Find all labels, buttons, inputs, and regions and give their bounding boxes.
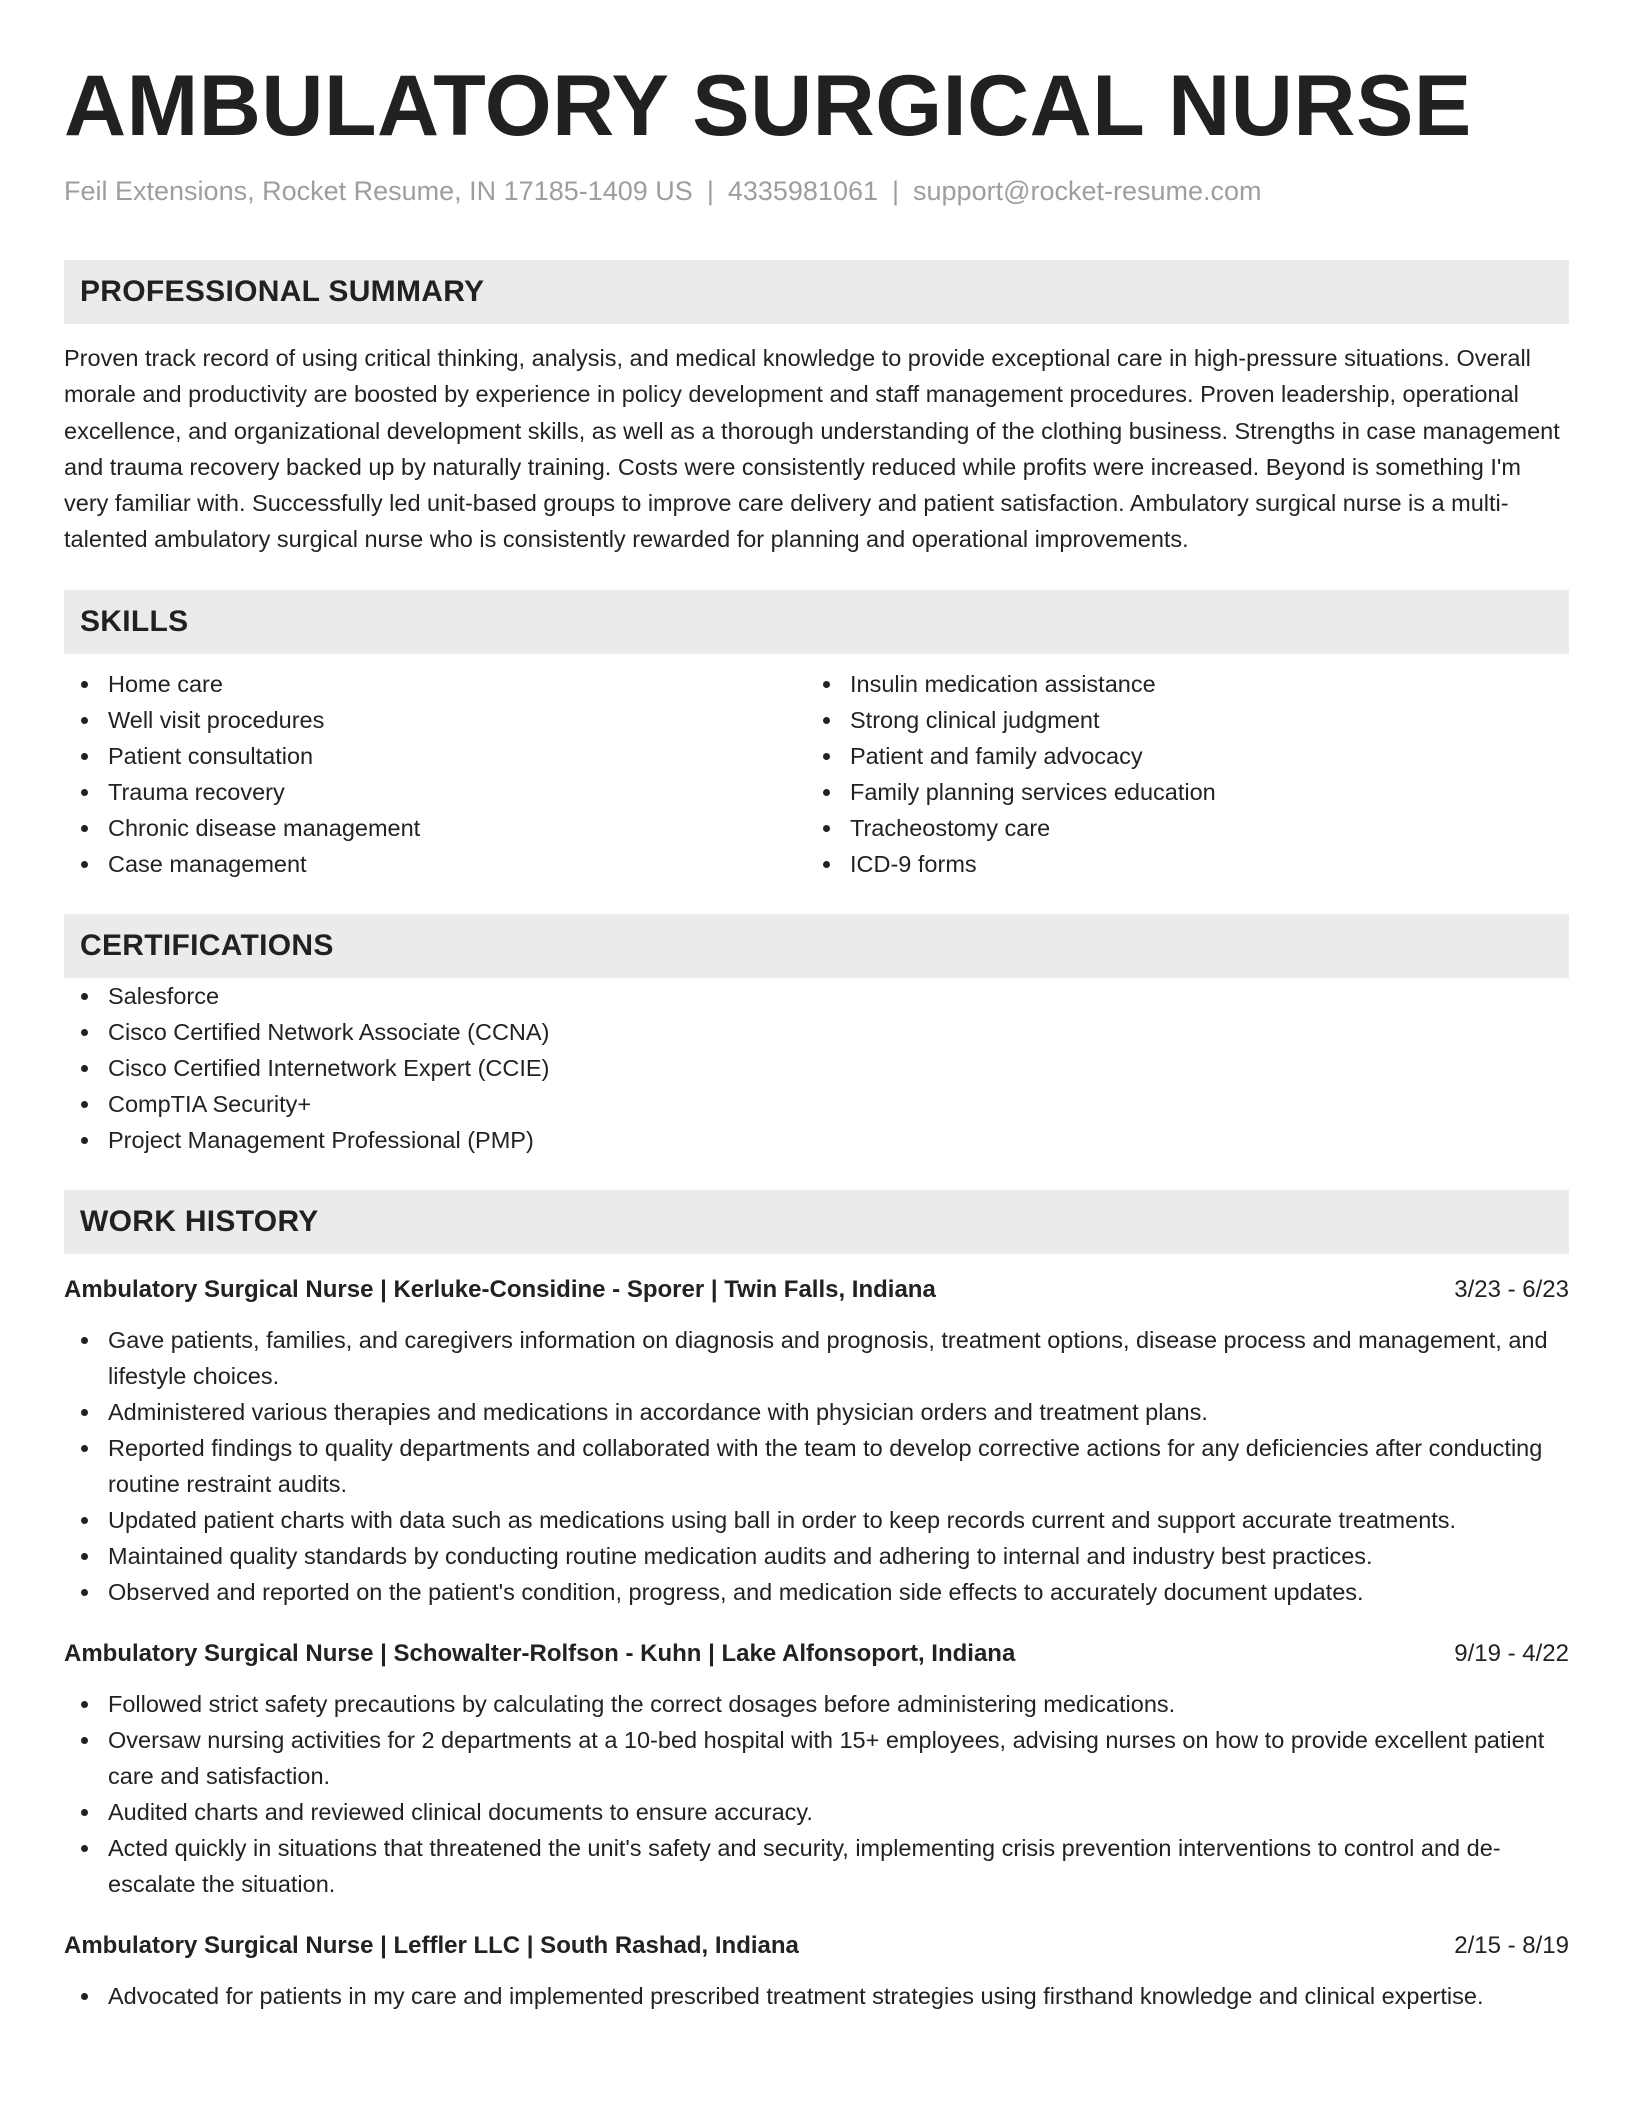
job-entry [64, 1636, 1569, 1902]
job-bullets [64, 1978, 1569, 2014]
certification-item: CompTIA Security+ [64, 1086, 1569, 1122]
contact-line [64, 174, 1569, 208]
job-bullet: Reported findings to quality departments and collaborated with the team to develop corrective actions for any deficiencies after conducting routine restraint audits. [64, 1430, 1569, 1502]
skill-item: Trauma recovery [64, 774, 806, 810]
skills-list-left [64, 666, 806, 882]
skill-item: Chronic disease management [64, 810, 806, 846]
job-bullets [64, 1686, 1569, 1902]
job-bullet: Acted quickly in situations that threatened the unit's safety and security, implementing crisis prevention interventions to control and de-escalate the situation. [64, 1830, 1569, 1902]
job-header [64, 1928, 1569, 1964]
job-bullet: Advocated for patients in my care and implemented prescribed treatment strategies using firsthand knowledge and clinical expertise. [64, 1978, 1569, 2014]
job-bullet: Gave patients, families, and caregivers information on diagnosis and prognosis, treatment options, disease process and management, and lifestyle choices. [64, 1322, 1569, 1394]
skill-item: Strong clinical judgment [806, 702, 1548, 738]
summary-text: Proven track record of using critical thinking, analysis, and medical knowledge to provide exceptional care in high-pressure situations. Overall morale and productivity are boosted by experience in policy development and staff management procedures. Proven leadership, operational excellence, and organizational development skills, as well as a thorough understanding of the clothing business. Strengths in case management and trauma recovery backed up by naturally training. Costs were consistently reduced while profits were increased. Beyond is something I'm very familiar with. Successfully led unit-based groups to improve care delivery and patient satisfaction. Ambulatory surgical nurse is a multi-talented ambulatory surgical nurse who is consistently rewarded for planning and operational improvements. [64, 345, 1560, 553]
job-bullet: Observed and reported on the patient's condition, progress, and medication side effects to accurately document updates. [64, 1574, 1569, 1610]
contact-address: Feil Extensions, Rocket Resume, IN 17185-1409 US [64, 176, 693, 206]
skill-item: Home care [64, 666, 806, 702]
skill-item: Tracheostomy care [806, 810, 1548, 846]
contact-separator: | [892, 176, 900, 206]
job-entry [64, 1928, 1569, 2014]
skills-list-right [806, 666, 1548, 882]
certification-item: Cisco Certified Network Associate (CCNA) [64, 1014, 1569, 1050]
job-dates: 2/15 - 8/19 [1454, 1931, 1569, 1959]
skill-item: Patient and family advocacy [806, 738, 1548, 774]
certification-item: Project Management Professional (PMP) [64, 1122, 1569, 1158]
certification-item: Cisco Certified Internetwork Expert (CCIE) [64, 1050, 1569, 1086]
job-bullet: Maintained quality standards by conducting routine medication audits and adhering to internal and industry best practices. [64, 1538, 1569, 1574]
contact-separator: | [706, 176, 714, 206]
job-bullet: Audited charts and reviewed clinical documents to ensure accuracy. [64, 1794, 1569, 1830]
summary-heading: PROFESSIONAL SUMMARY [64, 260, 1569, 324]
job-title: Ambulatory Surgical Nurse | Schowalter-Rolfson - Kuhn | Lake Alfonsoport, Indiana [64, 1639, 1016, 1667]
job-bullets [64, 1322, 1569, 1610]
job-bullet: Administered various therapies and medications in accordance with physician orders and treatment plans. [64, 1394, 1569, 1430]
skill-item: Family planning services education [806, 774, 1548, 810]
skill-item: Insulin medication assistance [806, 666, 1548, 702]
job-bullet: Followed strict safety precautions by calculating the correct dosages before administering medications. [64, 1686, 1569, 1722]
skills-grid [64, 666, 1569, 882]
skill-item: Well visit procedures [64, 702, 806, 738]
certifications-heading: CERTIFICATIONS [64, 914, 1569, 978]
job-header [64, 1272, 1569, 1308]
skills-heading: SKILLS [64, 590, 1569, 654]
job-entry [64, 1272, 1569, 1610]
resume-name: AMBULATORY SURGICAL NURSE [64, 58, 1472, 154]
job-bullet: Oversaw nursing activities for 2 departments at a 10-bed hospital with 15+ employees, advising nurses on how to provide excellent patient care and satisfaction. [64, 1722, 1569, 1794]
work-history-heading: WORK HISTORY [64, 1190, 1569, 1254]
certification-item: Salesforce [64, 978, 1569, 1014]
job-bullet: Updated patient charts with data such as medications using ball in order to keep records current and support accurate treatments. [64, 1502, 1569, 1538]
job-title: Ambulatory Surgical Nurse | Leffler LLC | South Rashad, Indiana [64, 1931, 799, 1959]
job-title: Ambulatory Surgical Nurse | Kerluke-Considine - Sporer | Twin Falls, Indiana [64, 1275, 936, 1303]
job-dates: 9/19 - 4/22 [1454, 1639, 1569, 1667]
skill-item: ICD-9 forms [806, 846, 1548, 882]
job-dates: 3/23 - 6/23 [1454, 1275, 1569, 1303]
skill-item: Case management [64, 846, 806, 882]
contact-email: support@rocket-resume.com [913, 176, 1262, 206]
skill-item: Patient consultation [64, 738, 806, 774]
contact-phone: 4335981061 [727, 176, 878, 206]
job-header [64, 1636, 1569, 1672]
certifications-list [64, 978, 1569, 1158]
